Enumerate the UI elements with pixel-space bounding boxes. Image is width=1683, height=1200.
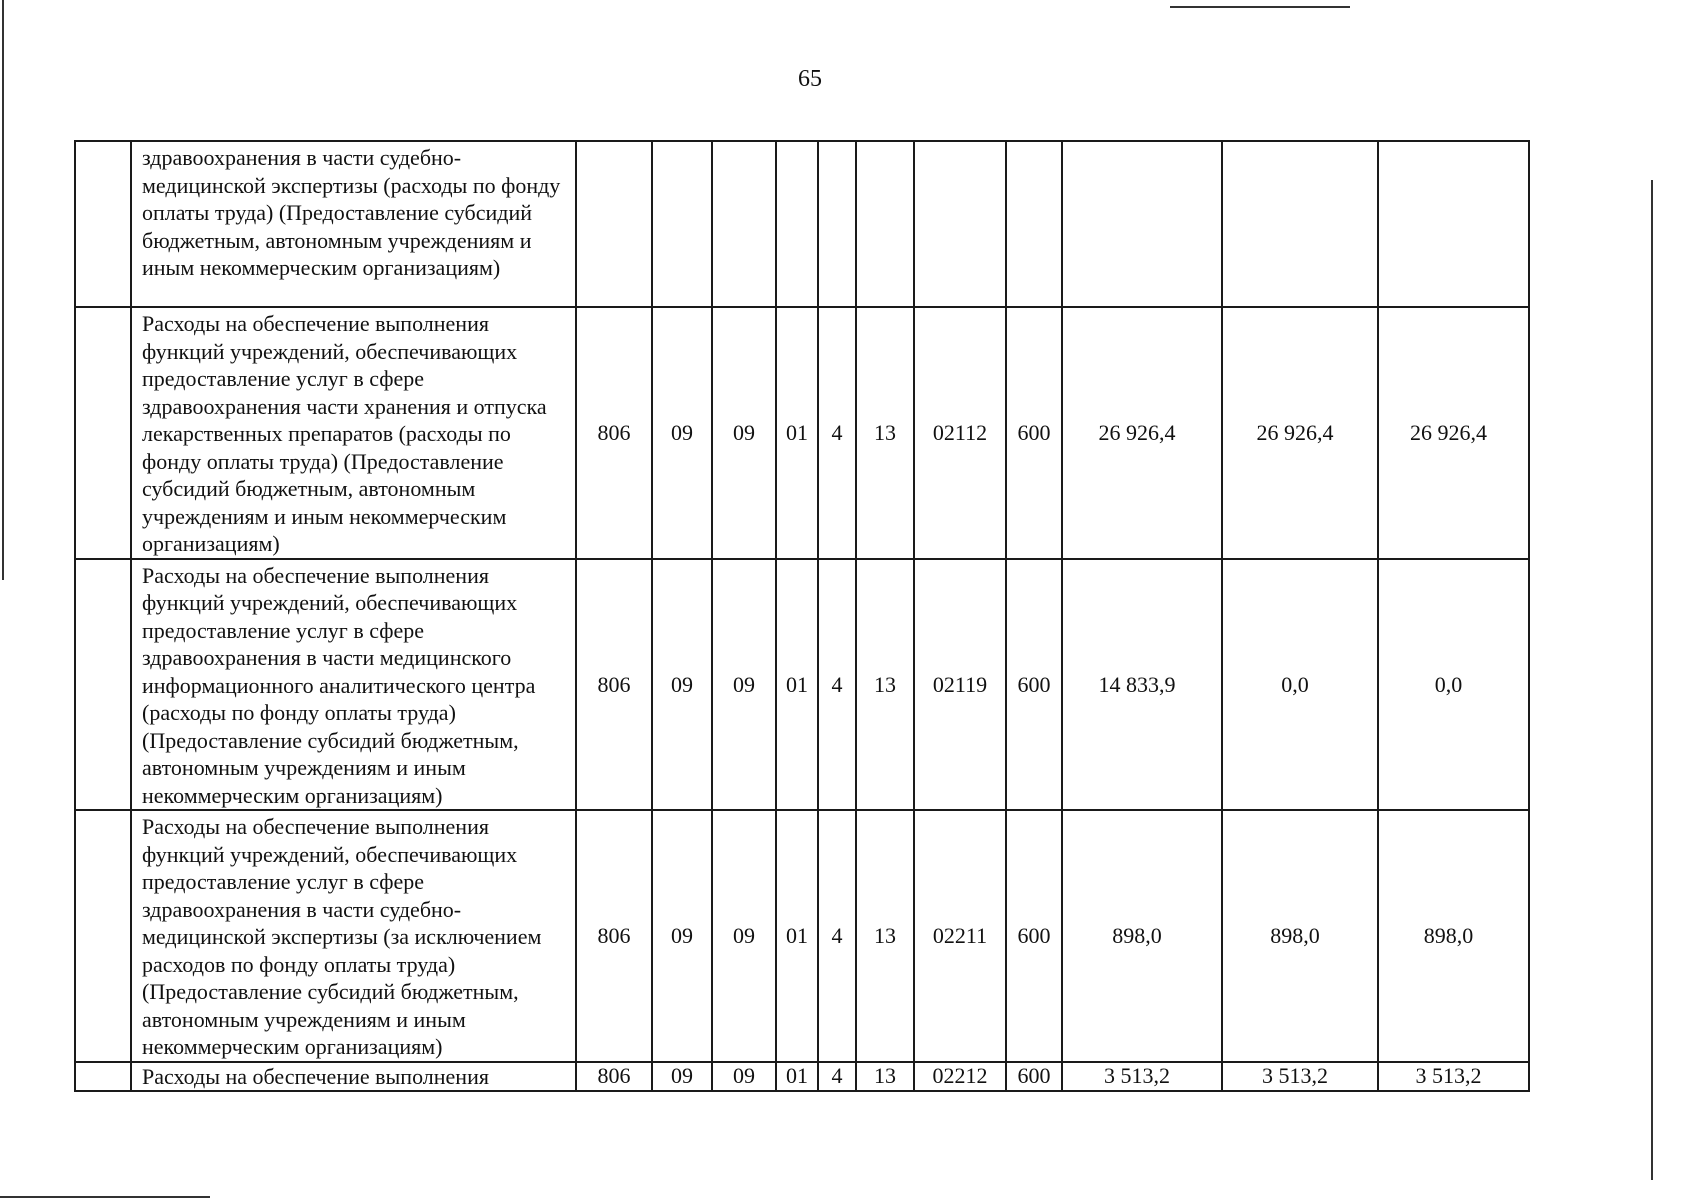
row-number-cell [75,141,131,307]
row-number-cell [75,1062,131,1092]
grbs-cell: 806 [576,559,652,811]
razdel-cell: 09 [652,810,712,1062]
grbs-cell: 806 [576,810,652,1062]
scan-edge-line-left [2,0,4,580]
description-cell: Расходы на обеспечение выполнения функций учреждений, обеспечивающих предоставление услуг в сфере здравоохранения части хранения и отпуска лекарственных препаратов (расходы по фонду оплаты труда) (Предоставление субсидий бюджетным, автономным учреждениям и иным некоммерческим организациям) [131,307,576,559]
target-program-cell: 01 [776,810,818,1062]
target-subprogram-cell: 4 [818,810,856,1062]
sum-year2-cell [1222,141,1378,307]
description-cell: Расходы на обеспечение выполнения функций учреждений, обеспечивающих предоставление услуг в сфере здравоохранения в части медицинского информационного аналитического центра (расходы по фонду оплаты труда) (Предоставление субсидий бюджетным, автономным учреждениям и иным некоммерческим организациям) [131,559,576,811]
sum-year2-cell: 0,0 [1222,559,1378,811]
row-number-cell [75,307,131,559]
razdel-cell: 09 [652,307,712,559]
sum-year3-cell: 0,0 [1378,559,1529,811]
target-subprogram-cell: 4 [818,559,856,811]
expense-type-cell: 600 [1006,810,1062,1062]
expense-type-cell [1006,141,1062,307]
target-program-cell: 01 [776,1062,818,1092]
description-cell: Расходы на обеспечение выполнения [131,1062,576,1092]
sum-year3-cell [1378,141,1529,307]
grbs-cell: 806 [576,307,652,559]
razdel-cell [652,141,712,307]
grbs-cell [576,141,652,307]
target-direction-cell: 02212 [914,1062,1006,1092]
sum-year3-cell: 3 513,2 [1378,1062,1529,1092]
target-program-cell: 01 [776,307,818,559]
description-cell: Расходы на обеспечение выполнения функций учреждений, обеспечивающих предоставление услуг в сфере здравоохранения в части судебно-медицинской экспертизы (за исключением расходов по фонду оплаты труда) (Предоставление субсидий бюджетным, автономным учреждениям и иным некоммерческим организациям) [131,810,576,1062]
target-program-cell: 01 [776,559,818,811]
target-direction-cell: 02119 [914,559,1006,811]
expense-type-cell: 600 [1006,559,1062,811]
expense-type-cell: 600 [1006,307,1062,559]
target-event-cell [856,141,914,307]
sum-year3-cell: 898,0 [1378,810,1529,1062]
target-subprogram-cell: 4 [818,1062,856,1092]
podrazdel-cell: 09 [712,810,776,1062]
row-number-cell [75,810,131,1062]
sum-year2-cell: 3 513,2 [1222,1062,1378,1092]
row-number-cell [75,559,131,811]
table-row [75,810,1529,1062]
sum-year1-cell: 26 926,4 [1062,307,1222,559]
sum-year2-cell: 26 926,4 [1222,307,1378,559]
target-direction-cell [914,141,1006,307]
table-row [75,559,1529,811]
target-subprogram-cell [818,141,856,307]
sum-year1-cell: 898,0 [1062,810,1222,1062]
grbs-cell: 806 [576,1062,652,1092]
target-event-cell: 13 [856,307,914,559]
scan-mark-top [1170,6,1350,8]
target-event-cell: 13 [856,559,914,811]
podrazdel-cell: 09 [712,307,776,559]
target-event-cell: 13 [856,810,914,1062]
sum-year3-cell: 26 926,4 [1378,307,1529,559]
podrazdel-cell: 09 [712,1062,776,1092]
table-row [75,307,1529,559]
budget-table [74,140,1530,1092]
target-event-cell: 13 [856,1062,914,1092]
table-row [75,141,1529,307]
target-direction-cell: 02112 [914,307,1006,559]
table-row [75,1062,1529,1092]
scan-edge-line-right [1651,180,1653,1180]
sum-year2-cell: 898,0 [1222,810,1378,1062]
sum-year1-cell: 3 513,2 [1062,1062,1222,1092]
podrazdel-cell [712,141,776,307]
target-program-cell [776,141,818,307]
expense-type-cell: 600 [1006,1062,1062,1092]
sum-year1-cell: 14 833,9 [1062,559,1222,811]
razdel-cell: 09 [652,559,712,811]
description-cell: здравоохранения в части судебно-медицинской экспертизы (расходы по фонду оплаты труда) (Предоставление субсидий бюджетным, автономным учреждениям и иным некоммерческим организациям) [131,141,576,307]
podrazdel-cell: 09 [712,559,776,811]
page-number: 65 [798,66,822,92]
target-subprogram-cell: 4 [818,307,856,559]
target-direction-cell: 02211 [914,810,1006,1062]
sum-year1-cell [1062,141,1222,307]
razdel-cell: 09 [652,1062,712,1092]
scan-mark-bottom [0,1196,210,1198]
